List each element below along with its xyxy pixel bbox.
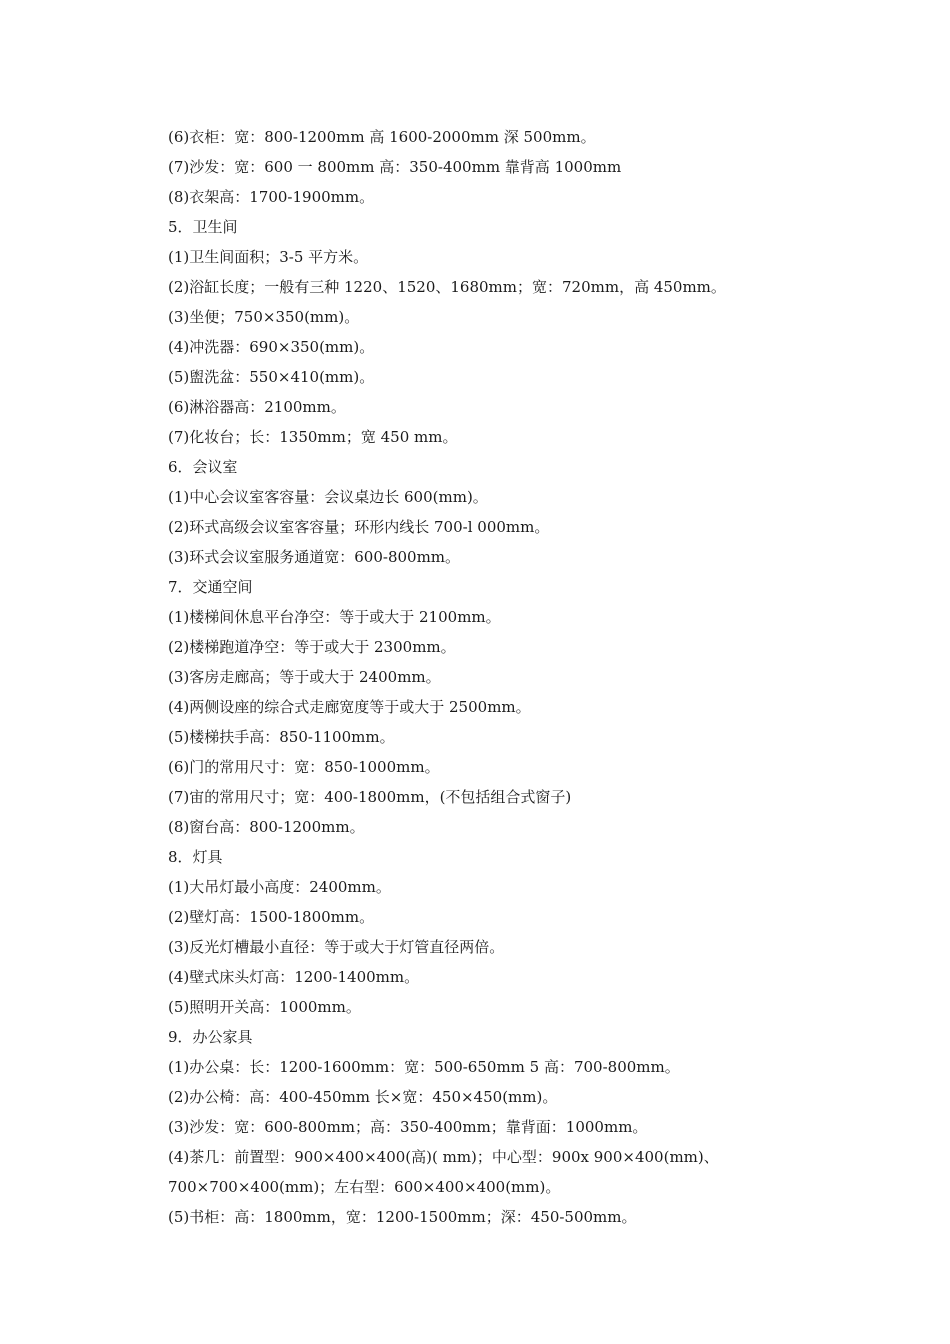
- text-line: (4)冲洗器：690×350(mm)。: [168, 338, 375, 356]
- text-line: (6)衣柜：宽：800-1200mm 高 1600-2000mm 深 500mm。: [168, 128, 596, 146]
- document-body: [168, 122, 808, 1232]
- text-line: (2)环式高级会议室客容量；环形内线长 700-l 000mm。: [168, 518, 550, 536]
- text-line: (6)淋浴器高：2100mm。: [168, 398, 346, 416]
- text-line: (7)化妆台；长：1350mm；宽 450 mm。: [168, 428, 458, 446]
- text-line: (7)沙发：宽：600 一 800mm 高：350-400mm 靠背高 1000mm: [168, 158, 622, 176]
- text-line: (1)卫生间面积；3-5 平方米。: [168, 248, 369, 266]
- text-line: 700×700×400(mm)；左右型：600×400×400(mm)。: [168, 1178, 561, 1196]
- section-heading-lighting: 8．灯具: [168, 848, 223, 866]
- text-line: (4)两侧设座的综合式走廊宽度等于或大于 2500mm。: [168, 698, 531, 716]
- text-line: (2)办公椅：高：400-450mm 长×宽：450×450(mm)。: [168, 1088, 558, 1106]
- text-line: (4)壁式床头灯高：1200-1400mm。: [168, 968, 420, 986]
- text-line: (4)茶几：前置型：900×400×400(高)( mm)；中心型：900x 900×400(mm)、: [168, 1148, 719, 1166]
- text-line: (3)客房走廊高；等于或大于 2400mm。: [168, 668, 441, 686]
- text-line: (8)衣架高：1700-1900mm。: [168, 188, 375, 206]
- text-line: (2)楼梯跑道净空：等于或大于 2300mm。: [168, 638, 456, 656]
- text-line: (6)门的常用尺寸：宽：850-1000mm。: [168, 758, 440, 776]
- text-line: (1)楼梯间休息平台净空：等于或大于 2100mm。: [168, 608, 501, 626]
- text-line: (3)环式会议室服务通道宽：600-800mm。: [168, 548, 461, 566]
- section-heading-meeting-room: 6．会议室: [168, 458, 238, 476]
- text-line: (5)盥洗盆：550×410(mm)。: [168, 368, 375, 386]
- text-line: (7)宙的常用尺寸；宽：400-1800mm，(不包括组合式窗子): [168, 788, 572, 806]
- text-line: (8)窗台高：800-1200mm。: [168, 818, 365, 836]
- text-line: (5)楼梯扶手高：850-1100mm。: [168, 728, 395, 746]
- section-heading-bathroom: 5．卫生间: [168, 218, 238, 236]
- text-line: (1)大吊灯最小高度：2400mm。: [168, 878, 391, 896]
- text-line: (3)沙发：宽：600-800mm；高：350-400mm；靠背面：1000mm。: [168, 1118, 648, 1136]
- text-line: (3)坐便；750×350(mm)。: [168, 308, 360, 326]
- text-line: (2)壁灯高：1500-1800mm。: [168, 908, 375, 926]
- text-line: (1)中心会议室客容量：会议桌边长 600(mm)。: [168, 488, 488, 506]
- text-line: (2)浴缸长度；一般有三种 1220、1520、1680mm；宽：720mm，高 450mm。: [168, 278, 726, 296]
- text-line: (5)照明开关高：1000mm。: [168, 998, 361, 1016]
- text-line: (3)反光灯槽最小直径：等于或大于灯管直径两倍。: [168, 938, 505, 956]
- text-line: (1)办公桌：长：1200-1600mm：宽：500-650mm 5 高：700-800mm。: [168, 1058, 680, 1076]
- section-heading-circulation: 7．交通空间: [168, 578, 253, 596]
- section-heading-office-furniture: 9．办公家具: [168, 1028, 253, 1046]
- text-line: (5)书柜：高：1800mm，宽：1200-1500mm；深：450-500mm。: [168, 1208, 637, 1226]
